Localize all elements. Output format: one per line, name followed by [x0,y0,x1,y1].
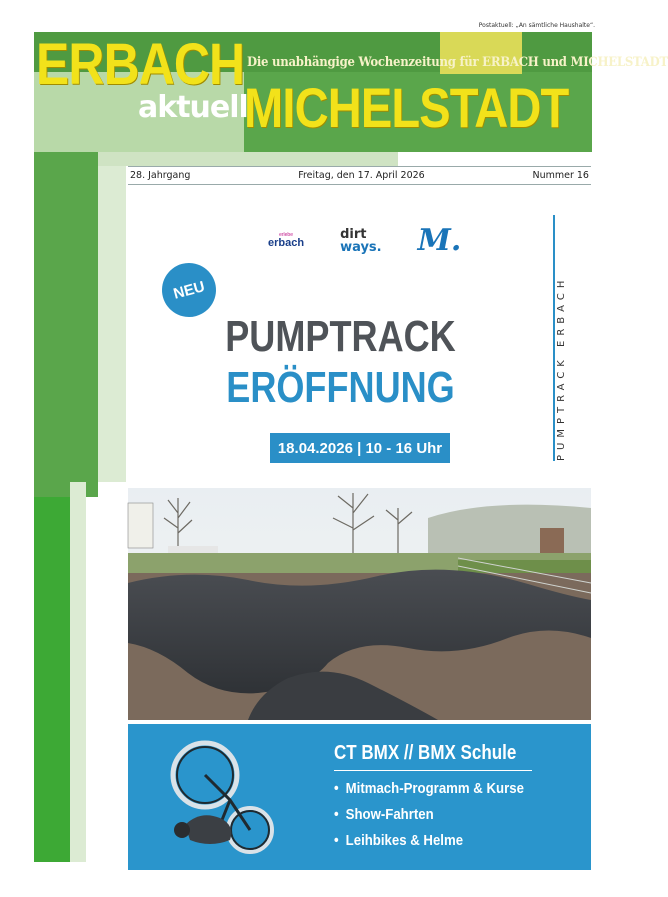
dirtways-logo: dirt ways. [340,226,382,255]
masthead-erbach: ERBACH [36,32,245,97]
poster-subtitle: ERÖFFNUNG [226,363,455,412]
side-stripe-light [98,166,126,482]
masthead-tagline: Die unabhängige Wochenzeitung für ERBACH und MICHELSTADT [247,55,668,70]
m-logo: M. [417,223,462,258]
banner-list [334,780,550,858]
pumptrack-photo [128,488,591,720]
bmx-rider-illustration [150,730,290,860]
poster-title: PUMPTRACK [225,312,456,361]
issue-volume: 28. Jahrgang [130,170,191,181]
side-stripe-dark [34,152,98,497]
issue-info-bar [128,166,591,185]
event-poster [128,193,591,720]
list-item: • Mitmach-Programm & Kurse [334,780,524,806]
issue-number: Nummer 16 [532,170,589,181]
side-stripe-green [34,497,70,862]
side-stripe-light-top [98,152,398,166]
vertical-label: PUMPTRACK ERBACH [556,275,567,461]
masthead-michelstadt: MICHELSTADT [244,76,569,139]
issue-date: Freitag, den 17. April 2026 [298,170,425,181]
new-badge: NEU [156,257,222,323]
side-stripe-light-bottom [70,482,86,862]
list-item: • Show-Fahrten [334,806,524,832]
bmx-banner [128,724,591,870]
event-date-box: 18.04.2026 | 10 - 16 Uhr [270,433,450,463]
postal-note: Postaktuell: „An sämtliche Haushalte“. [478,22,595,29]
list-item: • Leihbikes & Helme [334,832,524,858]
banner-title: CT BMX // BMX Schule [334,742,517,764]
erlebe-erbach-logo: erlebe erbach [268,231,305,249]
banner-divider [334,770,532,771]
vertical-divider [553,215,555,461]
masthead-aktuell: aktuell [138,90,248,125]
sponsor-logos [268,223,461,258]
